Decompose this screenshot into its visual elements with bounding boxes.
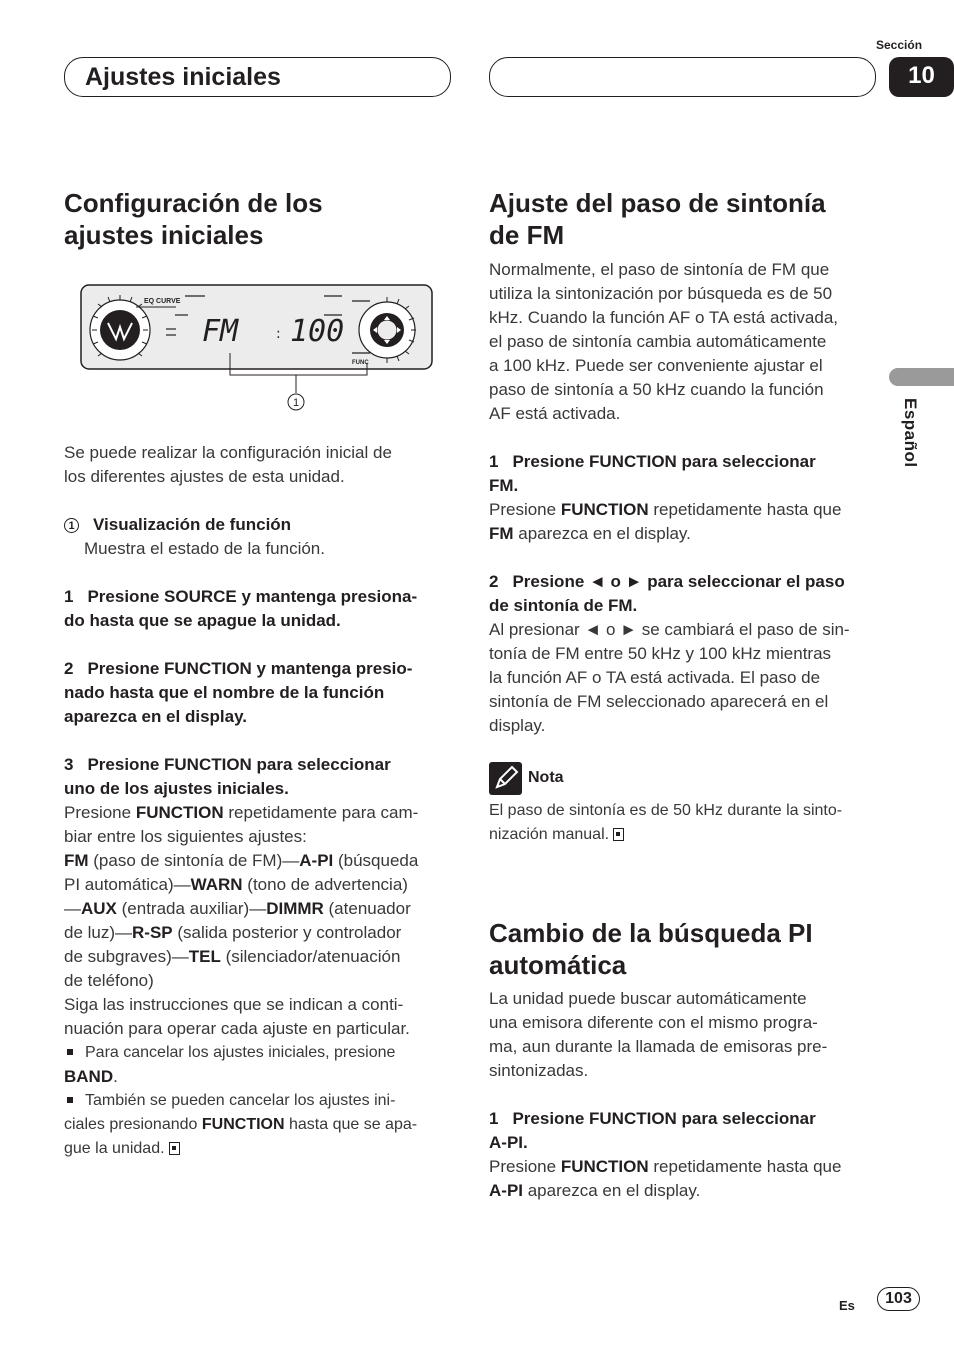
step2-line-3: aparezca en el display. (64, 707, 247, 726)
intro-line-1: Se puede realizar la configuración inicial de (64, 443, 392, 462)
right-column-text-1 (489, 258, 881, 738)
page-number: 103 (877, 1287, 920, 1311)
item1-title: Visualización de función (93, 515, 292, 534)
step3-body-f: de luz)—R-SP (salida posterior y controlador (64, 923, 402, 942)
right-heading-2 (489, 917, 889, 981)
step3-body-b: biar entre los siguientes ajustes: (64, 827, 307, 846)
r-step1-line-1: 1 Presione FUNCTION para seleccionar (489, 452, 816, 471)
section-number: 10 (889, 57, 954, 97)
r-step2-body-b: tonía de FM entre 50 kHz y 100 kHz mientras (489, 644, 832, 663)
step3-number: 3 (64, 755, 74, 774)
p2-line-3: ma, aun durante la llamada de emisoras pre- (489, 1037, 828, 1056)
bullet2-line-1: También se pueden cancelar los ajustes ini- (64, 1089, 456, 1113)
step1-text-1: Presione SOURCE y mantenga presiona- (87, 587, 418, 606)
p1-line-5: a 100 kHz. Puede ser conveniente ajustar el (489, 356, 823, 375)
note-line-2: nización manual. (489, 823, 881, 847)
p1-line-3: kHz. Cuando la función AF o TA está activada, (489, 308, 839, 327)
intro-line-2: los diferentes ajustes de esta unidad. (64, 467, 345, 486)
bullet1-line-2: BAND. (64, 1067, 118, 1086)
r-step2-line-2: de sintonía de FM. (489, 596, 638, 615)
svg-text::: : (276, 326, 281, 342)
p2-line-1: La unidad puede buscar automáticamente (489, 989, 807, 1008)
right-column-text-2 (489, 987, 881, 1203)
step3-body-h: de teléfono) (64, 971, 154, 990)
p2-line-4: sintonizadas. (489, 1061, 589, 1080)
p1-line-4: el paso de sintonía cambia automáticamente (489, 332, 827, 351)
step3-text-1: Presione FUNCTION para seleccionar (87, 755, 391, 774)
note-line-1: El paso de sintonía es de 50 kHz durante la sinto- (489, 802, 843, 819)
r-step2-body-a: Al presionar ◄ o ► se cambiará el paso de sin- (489, 620, 850, 639)
bullet1-line-1: Para cancelar los ajustes iniciales, presione (64, 1041, 456, 1065)
r-step2-line-1: 2 Presione ◄ o ► para seleccionar el paso (489, 572, 845, 591)
display-illustration (80, 283, 434, 413)
r-step1-body-b: FM aparezca en el display. (489, 524, 691, 543)
display-value-readout: 100 (290, 314, 345, 349)
step3-line-1 (64, 753, 456, 777)
step3-body-c: FM (paso de sintonía de FM)—A-PI (búsqueda (64, 851, 419, 870)
bullet2-line-2: ciales presionando FUNCTION hasta que se apa- (64, 1116, 418, 1133)
note-pencil-icon (489, 762, 522, 795)
left-column-text (64, 441, 456, 1161)
end-mark-icon (169, 1142, 180, 1155)
step1-line-2: do hasta que se apague la unidad. (64, 611, 341, 630)
step3-line-2: uno de los ajustes iniciales. (64, 779, 289, 798)
note-header (489, 761, 881, 795)
right-heading-1-line1: Ajuste del paso de sintonía (489, 188, 826, 218)
eq-curve-label: EQ CURVE (144, 298, 181, 305)
r-step1-line-2: FM. (489, 476, 519, 495)
step3-body-g: de subgraves)—TEL (silenciador/atenuación (64, 947, 401, 966)
display-band-readout: FM (202, 314, 239, 349)
step3-body-j: nuación para operar cada ajuste en particular. (64, 1019, 410, 1038)
bullet2-line-3: gue la unidad. (64, 1137, 456, 1161)
bullet-icon (67, 1049, 73, 1055)
step2-number: 2 (64, 659, 74, 678)
r-step1-body-a: Presione FUNCTION repetidamente hasta que (489, 500, 842, 519)
bullet-icon (67, 1097, 73, 1103)
r-step3-line-2: A-PI. (489, 1133, 528, 1152)
end-mark-icon (613, 828, 624, 841)
language-label: Español (901, 398, 920, 468)
func-label: FUNC (352, 360, 369, 366)
step2-line-1 (64, 657, 456, 681)
p1-line-6: paso de sintonía a 50 kHz cuando la función (489, 380, 824, 399)
note-block (489, 761, 881, 847)
header-left-pill (64, 57, 451, 97)
p1-line-7: AF está activada. (489, 404, 621, 423)
right-heading-2-line1: Cambio de la búsqueda PI (489, 918, 813, 948)
callout-number: 1 (292, 397, 300, 409)
item1-description: Muestra el estado de la función. (84, 539, 325, 558)
right-heading-1 (489, 187, 889, 251)
p1-line-1: Normalmente, el paso de sintonía de FM que (489, 260, 830, 279)
r-step2-body-e: display. (489, 716, 546, 735)
right-heading-1-line2: de FM (489, 220, 565, 250)
step1-line-1 (64, 585, 456, 609)
chapter-title: Ajustes iniciales (85, 63, 281, 91)
p2-line-2: una emisora diferente con el mismo progra- (489, 1013, 818, 1032)
head-unit-display-svg (80, 283, 434, 413)
item1-number: 1 (64, 518, 79, 533)
p1-line-2: utiliza la sintonización por búsqueda es de 50 (489, 284, 833, 303)
header-right-pill (489, 57, 876, 97)
step3-body-d: PI automática)—WARN (tono de advertencia) (64, 875, 408, 894)
language-tab (889, 368, 954, 386)
left-heading-line2: ajustes iniciales (64, 220, 264, 250)
right-heading-2-line2: automática (489, 950, 627, 980)
note-label: Nota (528, 769, 564, 786)
step2-line-2: nado hasta que el nombre de la función (64, 683, 385, 702)
r-step2-body-c: la función AF o TA está activada. El paso de (489, 668, 821, 687)
r-step2-body-d: sintonía de FM seleccionado aparecerá en el (489, 692, 829, 711)
step3-body-a: Presione FUNCTION repetidamente para cam- (64, 803, 419, 822)
step3-body-e: —AUX (entrada auxiliar)—DIMMR (atenuador (64, 899, 411, 918)
footer-lang-code: Es (839, 1298, 855, 1313)
r-step3-line-1: 1 Presione FUNCTION para seleccionar (489, 1109, 816, 1128)
left-heading-line1: Configuración de los (64, 188, 323, 218)
r-step3-body-b: A-PI aparezca en el display. (489, 1181, 701, 1200)
left-heading (64, 187, 454, 251)
step2-text-1: Presione FUNCTION y mantenga presio- (87, 659, 413, 678)
section-label: Sección (876, 38, 923, 52)
step1-number: 1 (64, 587, 74, 606)
item1-title-line (64, 513, 456, 537)
step3-body-i: Siga las instrucciones que se indican a conti- (64, 995, 404, 1014)
r-step3-body-a: Presione FUNCTION repetidamente hasta que (489, 1157, 842, 1176)
